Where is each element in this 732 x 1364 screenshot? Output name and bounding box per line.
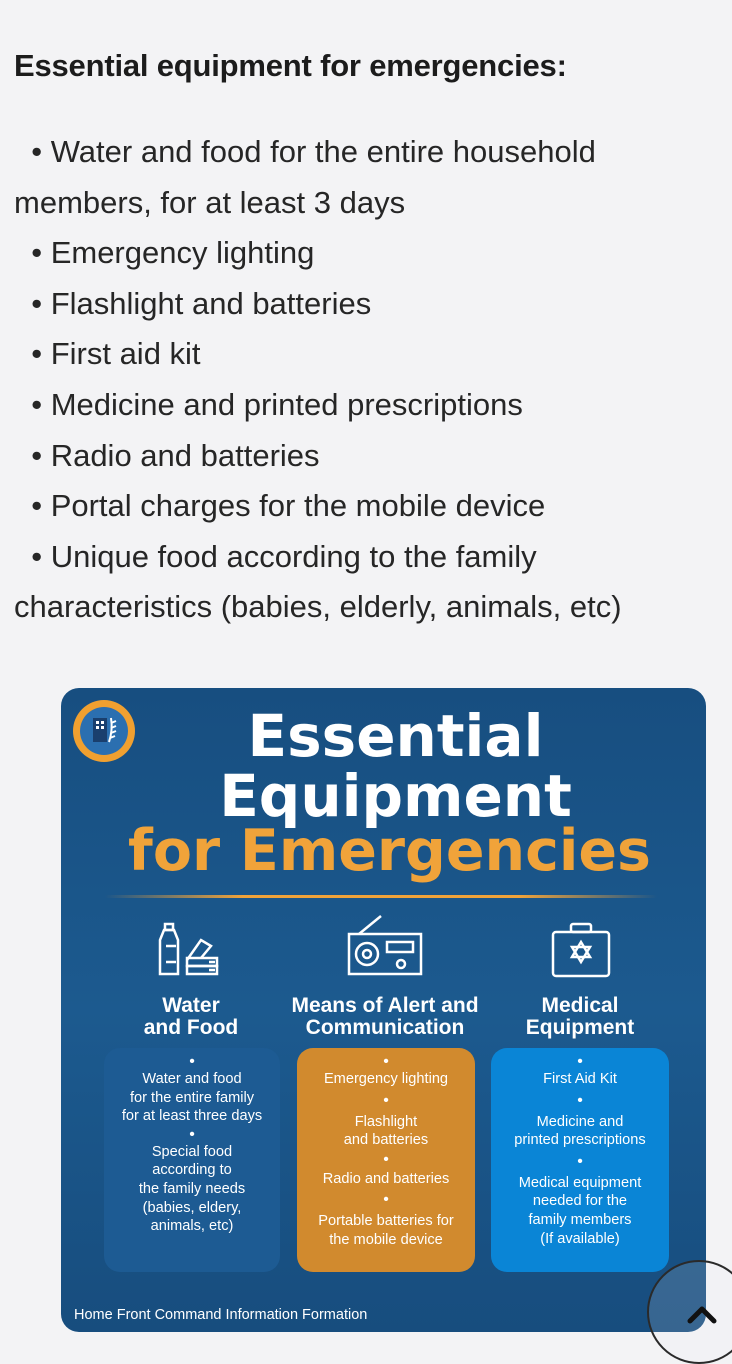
list-item: Flashlight and batteries <box>343 1113 429 1149</box>
list-line: • First aid kit <box>14 336 201 372</box>
list-item: Special food according to the family needs (babies, eldery, animals, etc) <box>138 1143 246 1235</box>
first-aid-kit-icon <box>549 920 613 980</box>
chevron-up-icon <box>687 1304 717 1324</box>
list-item: Emergency lighting <box>323 1071 449 1087</box>
list-line: • Unique food according to the family <box>14 538 537 574</box>
title-underline <box>105 895 657 898</box>
column-title-alert: Means of Alert and Communication <box>291 994 479 1039</box>
list-line: • Emergency lighting <box>14 235 315 271</box>
list-item: Portable batteries for the mobile device <box>318 1213 454 1248</box>
list-item: Water and food for the entire family for at least three days <box>121 1071 263 1125</box>
infographic-image[interactable] <box>61 688 706 1332</box>
medical-equipment-box: • First Aid Kit • Medicine and printed prescriptions • Medical equipment needed for the family members (If available) <box>491 1048 669 1272</box>
list-line: • Medicine and printed prescriptions <box>14 386 523 422</box>
list-line: • Radio and batteries <box>14 437 320 473</box>
list-item: Medicine and printed prescriptions <box>514 1113 646 1149</box>
column-title-medical: Medical Equipment <box>525 994 635 1039</box>
list-line: • Water and food for the entire household <box>14 134 596 169</box>
list-line: characteristics (babies, elderly, animals, etc) <box>14 589 622 625</box>
infographic-title-line2: Equipment <box>219 762 572 830</box>
infographic-title-line3: for Emergencies <box>128 818 651 884</box>
infographic-title-line1: Essential <box>247 702 544 770</box>
column-title-water: Water and Food <box>143 994 239 1039</box>
alert-communication-box: • Emergency lighting • Flashlight and batteries • Radio and batteries • Portable batteries for the mobile device <box>297 1048 475 1272</box>
list-item: Medical equipment needed for the family members (If available) <box>518 1174 642 1247</box>
water-food-box: • Water and food for the entire family for at least three days • Special food according to the family needs (babies, eldery, animals, etc) <box>104 1048 280 1272</box>
infographic-footer: Home Front Command Information Formation <box>74 1307 368 1323</box>
article-heading: Essential equipment for emergencies: <box>14 48 567 83</box>
list-item: First Aid Kit <box>543 1071 617 1087</box>
water-bottle-food-icon <box>155 920 227 980</box>
equipment-list <box>14 127 714 633</box>
list-line: members, for at least 3 days <box>14 184 406 220</box>
list-line: • Portal charges for the mobile device <box>14 488 546 524</box>
radio-antenna-icon <box>343 912 425 978</box>
list-item: Radio and batteries <box>322 1170 450 1187</box>
list-line: • Flashlight and batteries <box>14 285 372 321</box>
